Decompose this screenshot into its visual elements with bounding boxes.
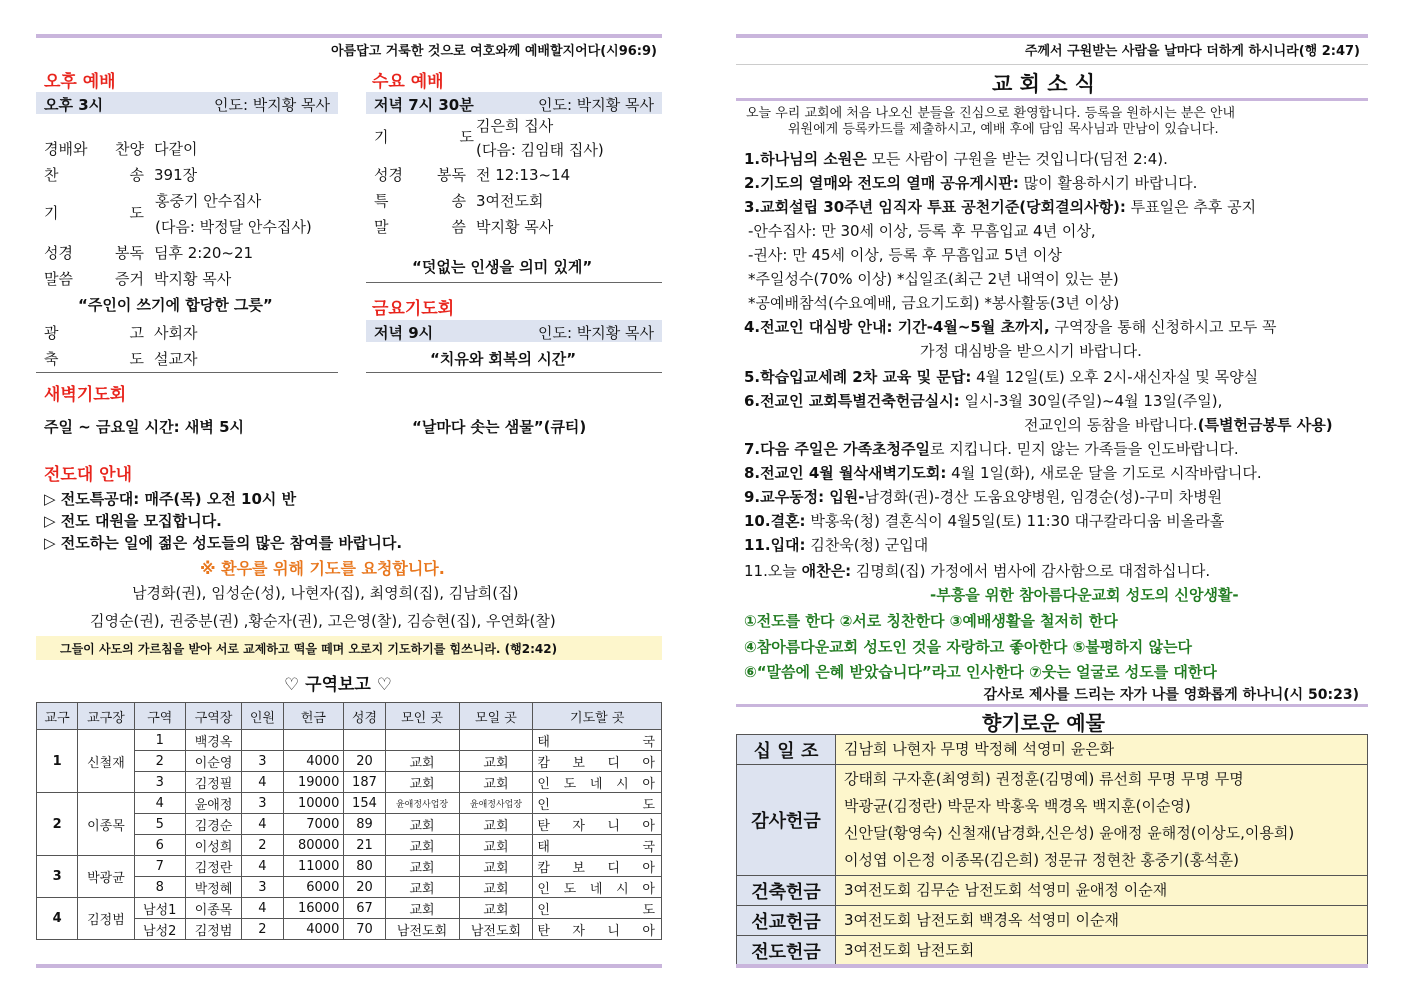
evangel-line-2: ▷ 전도 대원을 모집합니다.: [44, 512, 222, 530]
news-item-15: 9.교우동정: 입원-남경화(권)-경산 도움요양병원, 임경순(성)-구미 차병원: [744, 488, 1223, 506]
report-cell: 4000: [283, 919, 344, 940]
report-header-7: 모인 곳: [385, 703, 459, 730]
report-cell: 남전도회: [459, 919, 533, 940]
report-cell: 교회: [459, 835, 533, 856]
report-cell: 21: [344, 835, 385, 856]
report-cell: 3: [134, 772, 185, 793]
bottom-rule-left: [36, 964, 662, 968]
report-cell: 5: [134, 814, 185, 835]
report-header-3: 구역장: [185, 703, 241, 730]
news-top-line: [736, 64, 1368, 65]
wednesday-row-sermon: 말 씀 박지황 목사: [374, 218, 554, 236]
wednesday-prayer-next: (다음: 김임태 집사): [476, 141, 604, 159]
top-rule-right: [736, 34, 1368, 38]
afternoon-row-benediction: 축 도 설교자: [44, 350, 198, 368]
report-cell: 2: [242, 919, 283, 940]
offering-donors: [836, 906, 1368, 936]
offering-row: [737, 765, 1368, 876]
news-item-13: 7.다음 주일은 가족초청주일로 지킵니다. 믿지 않는 가족들을 인도바랍니다.: [744, 440, 1239, 458]
welcome-line-1: 오늘 우리 교회에 처음 나오신 분들을 진심으로 환영합니다. 등록을 원하시는 분은 안내: [746, 106, 1236, 121]
news-item-9: 가정 대심방을 받으시기 바랍니다.: [920, 342, 1142, 360]
donor-line: 박광균(김정란) 박문자 박홍욱 백경옥 백지훈(이순영): [844, 797, 1191, 815]
report-cell: 교회: [385, 772, 459, 793]
report-cell: 교회: [385, 814, 459, 835]
report-cell: 7: [134, 856, 185, 877]
offering-category: 감사헌금: [737, 765, 836, 876]
wednesday-row-prayer: 기 도: [374, 128, 474, 146]
afternoon-bottom-line: [36, 372, 338, 373]
report-header-5: 헌금: [283, 703, 344, 730]
afternoon-row-reading: 성경 봉독 딤후 2:20~21: [44, 244, 254, 262]
district-number: 3: [37, 856, 78, 898]
afternoon-title: 오후 예배: [44, 72, 116, 92]
friday-sermon-title: “치유와 회복의 시간”: [430, 350, 577, 368]
evangel-line-1: ▷ 전도특공대: 매주(목) 오전 10시 반: [44, 490, 297, 508]
report-cell: 80: [344, 856, 385, 877]
afternoon-row-praise: 경배와 찬양 다같이: [44, 140, 198, 158]
report-cell: 2: [134, 751, 185, 772]
report-cell: 3: [242, 793, 283, 814]
report-header-0: 교구: [37, 703, 78, 730]
afternoon-bar: [36, 92, 338, 114]
dawn-time: 주일 ~ 금요일 시간: 새벽 5시: [44, 418, 245, 436]
offering-row: [737, 735, 1368, 765]
district-number: 4: [37, 898, 78, 940]
report-cell: 20: [344, 877, 385, 898]
report-cell: 남성2: [134, 919, 185, 940]
news-title: 교 회 소 식: [992, 72, 1096, 96]
news-item-5: -권사: 만 45세 이상, 등록 후 무흠입교 5년 이상: [748, 246, 1062, 264]
report-cell: 이성희: [185, 835, 241, 856]
news-title-rule: [736, 98, 1368, 101]
district-head: 신철재: [78, 730, 134, 793]
report-cell: 김정필: [185, 772, 241, 793]
dawn-title: 새벽기도회: [44, 385, 127, 405]
news-item-18: 11.오늘 애찬은: 김명희(집) 가정에서 범사에 감사함으로 대접하십니다.: [744, 562, 1211, 580]
offering-category: 십 일 조: [737, 735, 836, 765]
offering-category: 선교헌금: [737, 906, 836, 936]
news-item-2: 2.기도의 열매와 전도의 열매 공유게시판: 많이 활용하시기 바랍니다.: [744, 174, 1198, 192]
news-item-17: 11.입대: 김찬욱(청) 군입대: [744, 536, 929, 554]
report-cell: 3: [242, 751, 283, 772]
report-header-9: 기도할 곳: [533, 703, 662, 730]
table-row: [37, 856, 662, 877]
psalm-verse: 감사로 제사를 드리는 자가 나를 영화롭게 하나니(시 50:23): [983, 687, 1359, 703]
afternoon-prayer-next: (다음: 박정달 안수집사): [155, 218, 312, 236]
bottom-rule-right: [736, 964, 1368, 968]
report-cell: 80000: [283, 835, 344, 856]
news-item-8: 4.전교인 대심방 안내: 기간-4월~5월 초까지, 구역장을 통해 신청하시고 모두 꼭: [744, 318, 1277, 336]
report-cell: [385, 730, 459, 751]
donor-line: 3여전도회 김무순 남전도회 석영미 윤애정 이순재: [844, 881, 1168, 899]
friday-bar: [366, 320, 662, 342]
district-number: 1: [37, 730, 78, 793]
afternoon-leader: 인도: 박지황 목사: [213, 96, 330, 114]
report-cell: [459, 730, 533, 751]
report-cell: 윤애정사업장: [459, 793, 533, 814]
afternoon-prayer-name: 홍중기 안수집사: [155, 192, 262, 210]
report-header-4: 인원: [242, 703, 283, 730]
dawn-book: “날마다 솟는 샘물”(큐티): [412, 418, 587, 436]
report-cell: [283, 730, 344, 751]
news-item-16: 10.결혼: 박홍욱(청) 결혼식이 4월5일(토) 11:30 대구칼라디움 비올라홀: [744, 512, 1225, 530]
report-cell: 교회: [459, 814, 533, 835]
report-cell: 4: [242, 772, 283, 793]
report-cell: 2: [242, 835, 283, 856]
report-cell: 3: [242, 877, 283, 898]
wednesday-title: 수요 예배: [372, 72, 444, 92]
report-cell: 인 도: [533, 898, 662, 919]
welcome-line-2: 위원에게 등록카드를 제출하시고, 예배 후에 담임 목사님과 만남이 있습니다.: [788, 122, 1219, 137]
afternoon-time: 오후 3시: [44, 96, 104, 114]
report-cell: 교회: [385, 877, 459, 898]
report-cell: 윤애정사업장: [385, 793, 459, 814]
report-cell: 교회: [459, 877, 533, 898]
report-cell: 태 국: [533, 835, 662, 856]
wednesday-sermon-title: “덧없는 인생을 의미 있게”: [412, 258, 593, 276]
report-cell: 154: [344, 793, 385, 814]
revival-line-2: ④참아름다운교회 성도인 것을 자랑하고 좋아한다 ⑤불평하지 않는다: [744, 638, 1192, 656]
report-cell: 6000: [283, 877, 344, 898]
report-cell: 캄 보 디 아: [533, 856, 662, 877]
afternoon-row-prayer: 기 도: [44, 204, 144, 222]
offering-donors: [836, 735, 1368, 765]
donor-line: 이성엽 이은정 이종목(김은희) 정문규 정현찬 홍중기(홍석훈): [844, 851, 1240, 869]
district-head: 이종목: [78, 793, 134, 856]
wednesday-bar: [366, 92, 662, 114]
revival-title: -부흥을 위한 참아름다운교회 성도의 신앙생활-: [930, 586, 1239, 604]
district-head: 박광균: [78, 856, 134, 898]
report-cell: 윤애정: [185, 793, 241, 814]
top-rule-left: [36, 34, 662, 38]
report-cell: 19000: [283, 772, 344, 793]
wednesday-prayer-name: 김은희 집사: [476, 117, 554, 135]
report-cell: 탄 자 니 아: [533, 919, 662, 940]
report-cell: 1: [134, 730, 185, 751]
report-header-6: 성경: [344, 703, 385, 730]
afternoon-row-hymn: 찬 송 391장: [44, 166, 198, 184]
friday-title: 금요기도회: [372, 299, 455, 319]
offering-title: 향기로운 예물: [982, 711, 1105, 735]
offering-category: 전도헌금: [737, 936, 836, 966]
report-cell: 이순영: [185, 751, 241, 772]
report-cell: [344, 730, 385, 751]
afternoon-row-notice: 광 고 사회자: [44, 324, 198, 342]
acts-verse: 그들이 사도의 가르침을 받아 서로 교제하고 떡을 떼며 오로지 기도하기를 힘쓰니라. (행2:42): [60, 642, 558, 656]
verse-top-left: 아름답고 거룩한 것으로 여호와께 예배할지어다(시96:9): [330, 44, 657, 59]
report-cell: 이종목: [185, 898, 241, 919]
donor-line: 강태희 구자훈(최영희) 권정훈(김명예) 류선희 무명 무명 무명: [844, 770, 1244, 788]
report-cell: 캄 보 디 아: [533, 751, 662, 772]
donor-line: 김남희 나현자 무명 박정혜 석영미 윤은화: [844, 740, 1115, 758]
report-cell: 교회: [385, 898, 459, 919]
wednesday-leader: 인도: 박지황 목사: [537, 96, 654, 114]
report-cell: 남전도회: [385, 919, 459, 940]
news-item-14: 8.전교인 4월 월삭새벽기도회: 4월 1일(화), 새로운 달을 기도로 시작바랍니다.: [744, 464, 1262, 482]
friday-bottom-line: [366, 372, 662, 373]
report-cell: 인 도 네 시 아: [533, 772, 662, 793]
offering-donors: [836, 936, 1368, 966]
news-item-7: *공예배참석(수요예배, 금요기도회) *봉사활동(3년 이상): [748, 294, 1120, 312]
revival-line-3: ⑥“말씀에 은혜 받았습니다”라고 인사한다 ⑦웃는 얼굴로 성도를 대한다: [744, 663, 1217, 681]
pray-names-2: 김영순(권), 권중분(권) ,황순자(권), 고은영(찰), 김승현(집), 우연화(찰): [90, 612, 556, 630]
news-item-6: *주일성수(70% 이상) *십일조(최근 2년 내역이 있는 분): [748, 270, 1119, 288]
afternoon-sermon-title: “주인이 쓰기에 합당한 그릇”: [78, 296, 273, 314]
friday-leader: 인도: 박지황 목사: [537, 324, 654, 342]
offering-donors: [836, 765, 1368, 876]
report-cell: 11000: [283, 856, 344, 877]
report-cell: 7000: [283, 814, 344, 835]
report-cell: 박정혜: [185, 877, 241, 898]
report-cell: 67: [344, 898, 385, 919]
report-cell: 교회: [459, 751, 533, 772]
report-cell: 20: [344, 751, 385, 772]
report-cell: 탄 자 니 아: [533, 814, 662, 835]
report-cell: 인 도: [533, 793, 662, 814]
report-cell: 4: [242, 814, 283, 835]
offering-donors: [836, 876, 1368, 906]
report-cell: 김정범: [185, 919, 241, 940]
offering-table: [736, 734, 1368, 966]
district-number: 2: [37, 793, 78, 856]
wednesday-row-special: 특 송 3여전도회: [374, 192, 544, 210]
donor-line: 3여전도회 남전도회: [844, 941, 975, 959]
news-item-12: 전교인의 동참을 바랍니다.(특별헌금봉투 사용): [1024, 416, 1333, 434]
report-cell: 89: [344, 814, 385, 835]
report-cell: 10000: [283, 793, 344, 814]
offering-row: [737, 876, 1368, 906]
report-title: ♡ 구역보고 ♡: [284, 675, 393, 695]
district-report-table: [36, 702, 662, 940]
evangel-title: 전도대 안내: [44, 465, 133, 485]
report-cell: 8: [134, 877, 185, 898]
report-cell: 187: [344, 772, 385, 793]
afternoon-row-sermon: 말씀 증거 박지황 목사: [44, 270, 232, 288]
report-cell: [242, 730, 283, 751]
report-cell: 16000: [283, 898, 344, 919]
news-item-10: 5.학습입교세례 2차 교육 및 문답: 4월 12일(토) 오후 2시-새신자실 및 목양실: [744, 368, 1259, 386]
report-header-2: 구역: [134, 703, 185, 730]
report-cell: 남성1: [134, 898, 185, 919]
wednesday-bottom-line: [366, 282, 662, 283]
report-header-8: 모일 곳: [459, 703, 533, 730]
news-item-4: -안수집사: 만 30세 이상, 등록 후 무흠입교 4년 이상,: [748, 222, 1096, 240]
donor-line: 신안달(황영숙) 신철재(남경화,신은성) 윤애정 윤해정(이상도,이용희): [844, 824, 1295, 842]
offering-category: 건축헌금: [737, 876, 836, 906]
district-head: 김정범: [78, 898, 134, 940]
report-header-1: 교구장: [78, 703, 134, 730]
revival-line-1: ①전도를 한다 ②서로 칭찬한다 ③예배생활을 철저히 한다: [744, 612, 1118, 630]
report-cell: 교회: [459, 772, 533, 793]
verse-top-right: 주께서 구원받는 사람을 날마다 더하게 하시니라(행 2:47): [1024, 44, 1360, 59]
pray-names-1: 남경화(권), 임성순(성), 나현자(집), 최영희(집), 김남희(집): [132, 584, 519, 602]
pray-request: ※ 환우를 위해 기도를 요청합니다.: [200, 559, 445, 578]
report-cell: 김경순: [185, 814, 241, 835]
report-cell: 교회: [385, 856, 459, 877]
report-cell: 백경옥: [185, 730, 241, 751]
report-cell: 4: [134, 793, 185, 814]
offering-row: [737, 906, 1368, 936]
news-item-1: 1.하나님의 소원은 모든 사람이 구원을 받는 것입니다(딤전 2:4).: [744, 150, 1168, 168]
offering-row: [737, 936, 1368, 966]
friday-time: 저녁 9시: [374, 324, 434, 342]
report-cell: 70: [344, 919, 385, 940]
report-cell: 인 도 네 시 아: [533, 877, 662, 898]
evangel-line-3: ▷ 전도하는 일에 젊은 성도들의 많은 참여를 바랍니다.: [44, 534, 403, 552]
wednesday-row-reading: 성경 봉독 전 12:13~14: [374, 166, 571, 184]
report-cell: 4: [242, 898, 283, 919]
report-cell: 4000: [283, 751, 344, 772]
report-cell: 태 국: [533, 730, 662, 751]
report-cell: 김정란: [185, 856, 241, 877]
report-cell: 4: [242, 856, 283, 877]
report-cell: 교회: [385, 835, 459, 856]
report-cell: 교회: [459, 856, 533, 877]
wednesday-time: 저녁 7시 30분: [374, 96, 474, 114]
table-row: [37, 730, 662, 751]
donor-line: 3여전도회 남전도회 백경옥 석영미 이순재: [844, 911, 1119, 929]
news-item-11: 6.전교인 교회특별건축헌금실시: 일시-3월 30일(주일)~4월 13일(주일),: [744, 392, 1223, 410]
report-cell: 6: [134, 835, 185, 856]
report-cell: 교회: [385, 751, 459, 772]
table-row: [37, 793, 662, 814]
table-row: [37, 898, 662, 919]
report-cell: 교회: [459, 898, 533, 919]
news-item-3: 3.교회설립 30주년 임직자 투표 공천기준(당회결의사항): 투표일은 추후 공지: [744, 198, 1257, 216]
